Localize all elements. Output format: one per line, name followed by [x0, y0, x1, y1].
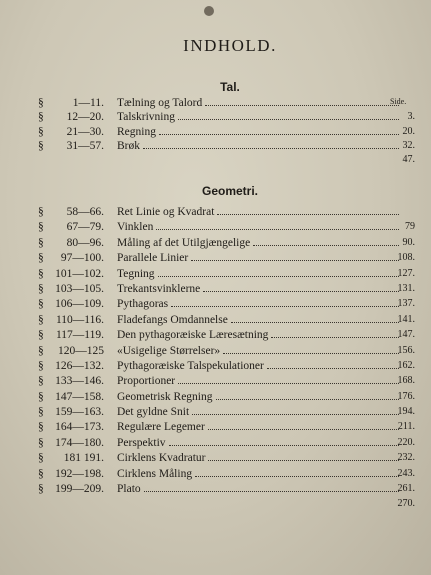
dot-leader	[143, 148, 399, 149]
page-number: 156.	[397, 344, 415, 356]
toc-row	[0, 390, 431, 405]
section-range: 106—109.	[55, 298, 104, 311]
section-symbol: §	[38, 267, 44, 280]
toc-row	[0, 297, 431, 312]
toc-row	[0, 205, 431, 220]
section-symbol: §	[38, 359, 44, 372]
chapter-title: Pythagoræiske Talspekulationer	[117, 359, 264, 372]
chapter-title: Cirklens Måling	[117, 467, 193, 480]
toc-row	[0, 282, 431, 297]
toc-row	[0, 344, 431, 359]
section-range: 67—79.	[66, 221, 104, 234]
toc-row	[0, 251, 431, 266]
dot-leader	[158, 276, 399, 277]
section-range: 199—209.	[55, 483, 104, 496]
dot-leader	[169, 445, 399, 446]
section-symbol: §	[38, 436, 44, 449]
chapter-title: Geometrisk Regning	[117, 390, 213, 403]
page-number: 108.	[397, 252, 415, 264]
chapter-title: Parallele Linier	[117, 252, 189, 265]
section-range: 80—96.	[66, 236, 104, 249]
dot-leader	[203, 291, 399, 292]
chapter-title: Regulære Legemer	[117, 421, 205, 434]
section-symbol: §	[38, 221, 44, 234]
page-title: INDHOLD.	[183, 36, 277, 55]
page-number: 220.	[397, 436, 415, 448]
toc-row	[0, 436, 431, 451]
ink-spot	[204, 6, 214, 16]
section-symbol: §	[38, 139, 44, 152]
section-range: 58—66.	[66, 206, 104, 218]
chapter-title: Plato	[117, 483, 141, 496]
toc-row	[0, 110, 431, 124]
section-symbol: §	[38, 282, 44, 295]
toc-row	[0, 420, 431, 435]
chapter-title: Fladefangs Omdannelse	[117, 313, 228, 326]
dot-leader	[271, 337, 399, 338]
section-heading-tal: Tal.	[220, 80, 240, 94]
chapter-title: Perspektiv	[117, 436, 166, 449]
chapter-title: Vinklen	[117, 221, 154, 234]
section-symbol: §	[38, 344, 44, 357]
section-range: 31—57.	[66, 139, 104, 152]
page-number: 3.	[407, 111, 415, 123]
dot-leader	[156, 229, 399, 230]
page-number: 90.	[402, 236, 415, 248]
toc-row	[0, 497, 431, 512]
section-symbol: §	[38, 298, 44, 311]
page-number: 127.	[397, 267, 415, 279]
toc-row	[0, 220, 431, 235]
toc-row	[0, 467, 431, 482]
page-number: 137.	[397, 298, 415, 310]
section-range: 1—11.	[72, 97, 104, 109]
section-range: 192—198.	[55, 467, 104, 480]
section-symbol: §	[38, 111, 44, 124]
page-number: 176.	[397, 390, 415, 402]
dot-leader	[159, 134, 399, 135]
section-symbol: §	[38, 467, 44, 480]
page-number: 32.	[402, 139, 415, 151]
section-symbol: §	[38, 329, 44, 342]
section-symbol: §	[38, 236, 44, 249]
chapter-title: Trekantsvinklerne	[117, 282, 201, 295]
page-number: 194.	[397, 406, 415, 418]
dot-leader	[171, 306, 399, 307]
section-heading-geometri: Geometri.	[201, 184, 258, 198]
dot-leader	[178, 383, 399, 384]
toc-row	[0, 153, 431, 167]
toc-row	[0, 451, 431, 466]
toc-row	[0, 328, 431, 343]
section-symbol: §	[38, 375, 44, 388]
dot-leader	[253, 245, 399, 246]
page-number: 270.	[397, 498, 415, 510]
section-range: 174—180.	[55, 436, 104, 449]
section-range: 21—30.	[66, 125, 104, 138]
section-symbol: §	[38, 452, 44, 465]
page-number: 211.	[397, 421, 415, 433]
chapter-title: Den pythagoræiske Læresætning	[117, 329, 269, 342]
chapter-title: Cirklens Kvadratur	[117, 452, 206, 465]
section-range: 120—125	[58, 344, 104, 357]
section-range: 159—163.	[55, 406, 104, 419]
page-number: 261.	[397, 483, 415, 495]
chapter-title: Pythagoras	[117, 298, 169, 311]
section-symbol: §	[38, 252, 44, 265]
toc-row	[0, 405, 431, 420]
dot-leader	[195, 476, 399, 477]
chapter-title: «Usigelige Størrelser»	[117, 344, 221, 357]
page-number: 79	[405, 221, 415, 233]
dot-leader	[267, 368, 399, 369]
chapter-title: Regning	[117, 125, 156, 138]
toc-row	[0, 359, 431, 374]
section-range: 181 191.	[63, 452, 104, 465]
dot-leader	[192, 414, 399, 415]
dot-leader	[205, 105, 399, 106]
section-range: 103—105.	[55, 282, 104, 295]
page-number: 47.	[402, 154, 415, 166]
page-number: 243.	[397, 467, 415, 479]
chapter-title: Måling af det Utilgjængelige	[117, 236, 251, 249]
page-column-label: Side.	[390, 97, 407, 106]
section-symbol: §	[38, 483, 44, 496]
chapter-title: Tegning	[117, 267, 155, 280]
page-number: 162.	[397, 359, 415, 371]
page-number: 168.	[397, 375, 415, 387]
section-symbol: §	[38, 390, 44, 403]
dot-leader	[217, 214, 399, 215]
toc-row	[0, 374, 431, 389]
dot-leader	[178, 119, 399, 120]
chapter-title: Proportioner	[117, 375, 176, 388]
toc-row	[0, 139, 431, 153]
chapter-title: Det gyldne Snit	[117, 406, 190, 419]
chapter-title: Talskrivning	[117, 111, 175, 124]
section-symbol: §	[38, 125, 44, 138]
dot-leader	[208, 460, 399, 461]
section-symbol: §	[38, 313, 44, 326]
section-range: 12—20.	[66, 111, 104, 124]
section-range: 164—173.	[55, 421, 104, 434]
toc-row	[0, 125, 431, 139]
chapter-title: Brøk	[117, 139, 140, 152]
section-range: 147—158.	[55, 390, 104, 403]
toc-row	[0, 267, 431, 282]
toc-row	[0, 482, 431, 497]
toc-list-geometri	[0, 205, 431, 513]
dot-leader	[231, 322, 399, 323]
section-symbol: §	[38, 406, 44, 419]
dot-leader	[216, 399, 399, 400]
page-number: 141.	[397, 313, 415, 325]
page-number: 232.	[397, 452, 415, 464]
section-range: 97—100.	[60, 252, 104, 265]
toc-row	[0, 313, 431, 328]
page-number: 131.	[397, 282, 415, 294]
toc-row	[0, 96, 431, 110]
toc-list-tal	[0, 96, 431, 167]
section-range: 126—132.	[55, 359, 104, 372]
dot-leader	[208, 429, 399, 430]
dot-leader	[223, 353, 399, 354]
dot-leader	[144, 491, 399, 492]
dot-leader	[191, 260, 399, 261]
section-range: 110—116.	[55, 313, 104, 326]
section-range: 133—146.	[55, 375, 104, 388]
toc-row	[0, 236, 431, 251]
section-range: 101—102.	[55, 267, 104, 280]
section-range: 117—119.	[55, 329, 104, 342]
chapter-title: Tælning og Talord	[117, 97, 203, 109]
chapter-title: Ret Linie og Kvadrat	[117, 206, 215, 218]
section-symbol: §	[38, 206, 44, 218]
section-symbol: §	[38, 421, 44, 434]
page-number: 20.	[402, 125, 415, 137]
section-symbol: §	[38, 97, 44, 109]
page-number: 147.	[397, 329, 415, 341]
